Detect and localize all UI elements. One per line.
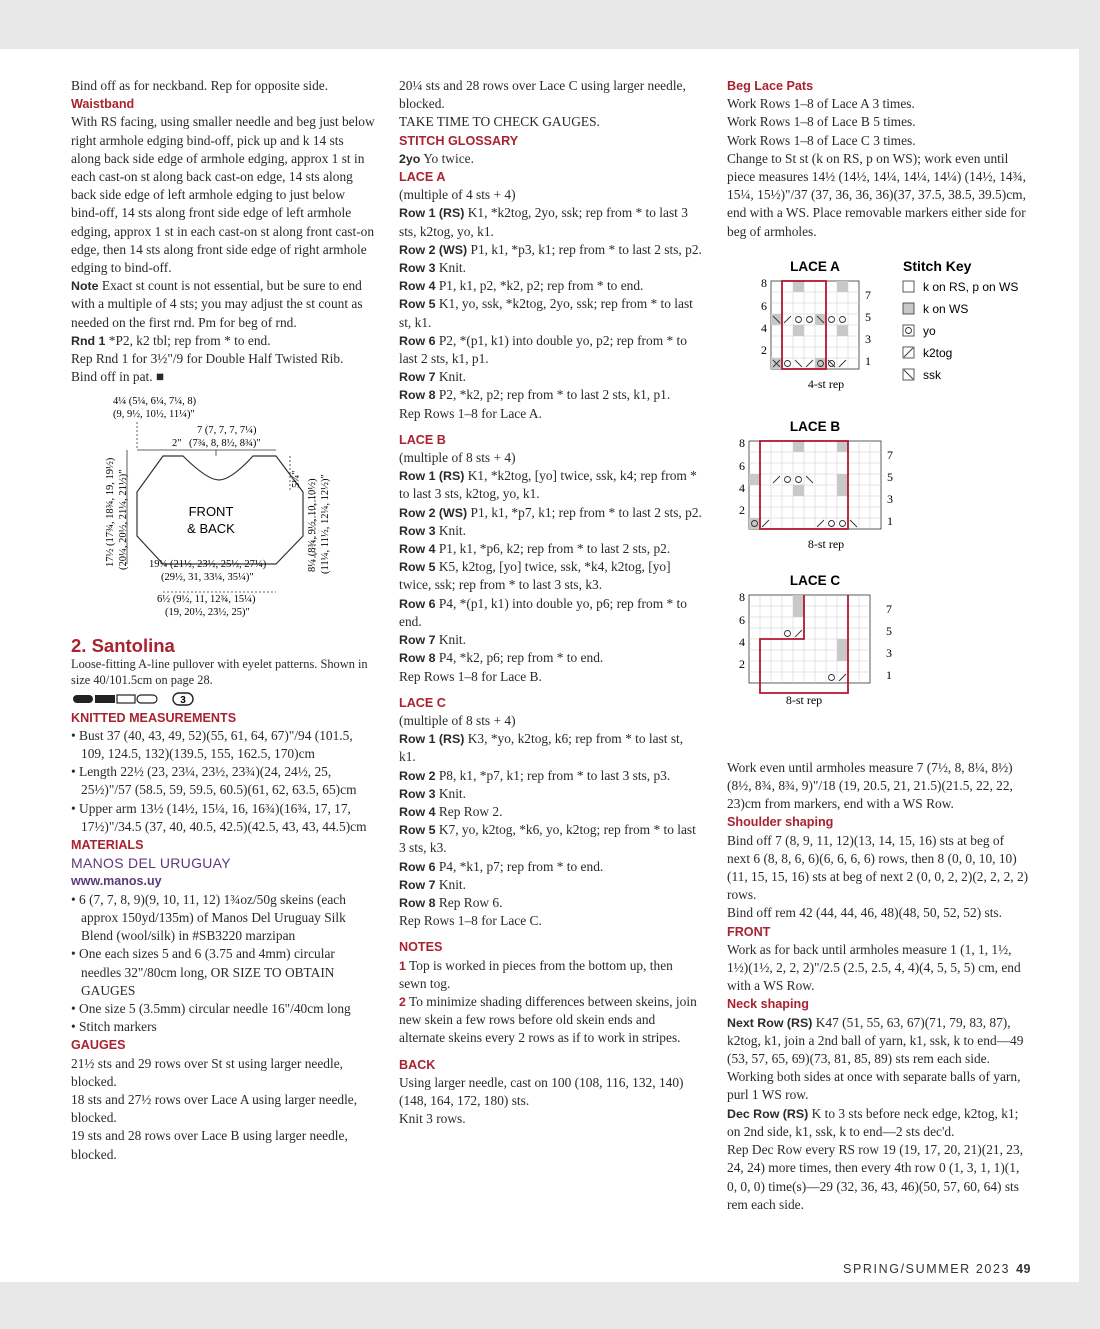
lace-a-row: Row 2 (WS) P1, k1, *p3, k1; rep from * to last 2 sts, p2. [399,241,702,257]
lace-b-chart [749,441,881,529]
hem-width-label-2: (19, 20½, 23½, 25)" [165,607,250,619]
next-row-text: Next Row (RS) K47 (51, 55, 63, 67)(71, 79, 83, 87), k2tog, k1, join a 2nd ball of yarn, k1, ssk, k to end—49 (53, 57, 65, 69)(73, 81, 85, 89) sts rem each side. Working both sides at once with separate balls of yarn, purl 1 WS row. [727,1014,1024,1103]
svg-text:8: 8 [761,275,767,290]
lace-c-heading: LACE C [399,695,446,710]
lace-a-row: Row 6 P2, *(p1, k1) into double yo, p2; rep from * to last 2 sts, k1, p1. [399,332,687,367]
beg-line: Work Rows 1–8 of Lace C 3 times. [727,132,916,148]
lace-b-heading: LACE B [399,432,446,447]
column-3 [727,77,1029,1214]
lace-c-row: Row 3 Knit. [399,785,467,801]
lace-b-rep-label: 8-st rep [807,536,845,551]
shaded-box-icon [903,303,914,314]
neck-heading: Neck shaping [727,997,809,1012]
svg-text:7: 7 [865,287,871,302]
lace-b-rep: Rep Rows 1–8 for Lace B. [399,668,542,684]
column-2 [399,77,703,1128]
stitch-key [903,258,1018,382]
lace-a-chart-title: LACE A [790,258,840,274]
svg-text:7: 7 [886,601,892,616]
lace-a-rep: Rep Rows 1–8 for Lace A. [399,405,542,421]
rep-dec-text: Rep Dec Row every RS row 19 (19, 17, 20, 21)(21, 23, 24, 24) more times, then every 4th row 0 (1, 3, 1, 1)(1, 0, 0, 0) time(s)—29 (32, 36, 43, 46)(50, 57, 60, 64) sts rem each side. [727,1142,1024,1212]
km-item: • Length 22½ (23, 23¼, 23½, 23¾)(24, 24½, 25, 25½)"/57 (58.5, 59, 59.5, 60.5)(61, 62, 63.5, 65)cm [71,764,357,798]
beg-lace-heading: Beg Lace Pats [727,79,814,93]
svg-text:4: 4 [739,480,745,495]
svg-text:6: 6 [739,612,745,627]
body-label-1: FRONT [188,504,234,520]
shoulder-text-2: Bind off rem 42 (44, 44, 46, 48)(48, 50, 52, 52) sts. [727,905,1002,921]
lace-a-row: Row 4 P1, k1, p2, *k2, p2; rep from * to end. [399,278,644,294]
lace-b-row: Row 2 (WS) P1, k1, *p7, k1; rep from * to last 2 sts, p2. [399,504,702,520]
material-item: • Stitch markers [71,1019,157,1035]
waistband-heading: Waistband [71,97,135,112]
gauge-item: 21½ sts and 29 rows over St st using larger needle, blocked. [71,1055,343,1089]
side-length-label: 8¼ (8¾, 9½, 10, 10½) [307,478,318,573]
materials-heading: MATERIALS [71,838,144,853]
bottom-width-label-2: (29½, 31, 33¼, 35¼)" [161,572,254,584]
gauge-check: TAKE TIME TO CHECK GAUGES. [399,114,600,130]
lace-a-row: Row 8 P2, *k2, p2; rep from * to last 2 sts, k1, p1. [399,387,671,403]
back-text-2: Knit 3 rows. [399,1111,466,1127]
lace-b-row: Row 8 P4, *k2, p6; rep from * to end. [399,650,604,666]
note-2: 2 To minimize shading differences between skeins, join new skein a few rows before old skein ends and alternate skeins every 2 rows as if to work in stripes. [399,993,697,1046]
front-heading: FRONT [727,924,771,939]
svg-text:4: 4 [739,634,745,649]
rep-text: Rep Rnd 1 for 3½"/9 for Double Half Twisted Rib. [71,351,344,367]
shoulder-text: Bind off 7 (8, 9, 11, 12)(13, 14, 15, 16) sts at beg of next 6 (8, 8, 6, 6)(6, 6, 6, 6) rows, then 8 (0, 0, 10, 10)(11, 15, 15, 16) sts at beg of next 2 (0, 0, 2, 2)(2, 2, 2, 2) rows. [727,832,1029,903]
lace-charts [727,253,1029,753]
svg-text:ssk: ssk [923,367,941,382]
lace-c-rep: Rep Rows 1–8 for Lace C. [399,913,542,929]
km-item: • Bust 37 (40, 43, 49, 52)(55, 61, 64, 67)"/94 (101.5, 109, 124.5, 132)(139.5, 155, 162.5, 170)cm [71,727,353,762]
lace-a-rep-label: 4-st rep [807,376,845,391]
back-heading: BACK [399,1057,436,1072]
bottom-width-label: 19¼ (21½, 23½, 25½, 27¼) [149,559,267,571]
svg-text:2: 2 [739,502,745,517]
lace-c-row: Row 4 Rep Row 2. [399,803,503,819]
lace-a-heading: LACE A [399,170,446,185]
skill-level-icon [71,691,201,707]
lace-b-row: Row 5 K5, k2tog, [yo] twice, ssk, *k4, k2tog, [yo] twice, ssk; rep from * to last 3 sts, k3. [399,559,671,593]
svg-text:8: 8 [739,589,745,604]
yarn-weight-number: 3 [180,694,186,706]
side-length-label-2: (11¼, 11½, 12¼, 12½)" [320,474,331,575]
svg-text:7: 7 [887,447,893,462]
beg-line: Work Rows 1–8 of Lace B 5 times. [727,114,916,130]
neck-width-label-2: (7¾, 8, 8½, 8¾)" [189,438,261,450]
gauge-cont: 20¼ sts and 28 rows over Lace C using larger needle, blocked. [399,78,686,112]
lace-b-row: Row 6 P4, *(p1, k1) into double yo, p6; rep from * to end. [399,595,687,629]
lace-c-chart-title: LACE C [789,572,841,588]
lace-a-row: Row 1 (RS) K1, *k2tog, 2yo, ssk; rep from * to last 3 sts, k2tog, yo, k1. [399,205,688,239]
svg-text:1: 1 [887,513,893,528]
notes-heading: NOTES [399,940,443,955]
left-length-label-2: (20¼, 20½, 21¼, 21½)" [118,469,129,571]
lace-c-chart [749,595,870,683]
svg-text:8: 8 [739,435,745,450]
svg-text:2: 2 [739,656,745,671]
pattern-description: Loose-fitting A-line pullover with eyelet patterns. Shown in size 40/101.5cm on page 28. [71,656,368,687]
materials-url[interactable]: www.manos.uy [71,874,162,889]
svg-text:3: 3 [865,331,871,346]
material-item: • One size 5 (3.5mm) circular needle 16"/40cm long [71,1000,351,1016]
neck-depth-label: 2" [172,438,182,450]
svg-text:k on RS, p on WS: k on RS, p on WS [923,279,1019,294]
bind-text: Bind off in pat. ■ [71,369,165,385]
waistband-text: With RS facing, using smaller needle and beg just below right armhole edging bind-off, pick up and k 14 sts along back side edge of armhole edging, approx 1 st in each cast-on st along back cast-on edge, 14 sts along back side edge of left armhole edging to just below bind-off, 14 sts along front side edge of left armhole edging, approx 1 st in each cast-on st along front cast-on edge, then 14 sts along front side edge of right armhole edging to bind-off. Note Exact st count is not essential, but be sure to end with a multiple of 4 sts; you may adjust the st count as needed on the first rnd. Pm for beg of rnd. Rnd 1 *P2, k2 tbl; rep from * to end. [71,114,375,348]
top-width-label-2: (9, 9½, 10½, 11¼)" [113,409,195,421]
lace-a-chart [771,281,859,369]
km-item: • Upper arm 13½ (14½, 15¼, 16, 16¾)(16¾, 17, 17, 17½)"/34.5 (37, 40, 40.5, 42.5)(42.5, 43, 43, 44.5)cm [71,800,367,834]
svg-text:5: 5 [887,469,893,484]
lace-c-row: Row 8 Rep Row 6. [399,894,503,910]
top-width-label: 4¼ (5¼, 6¼, 7¼, 8) [113,396,197,408]
neck-width-label: 7 (7, 7, 7, 7¼) [197,425,257,437]
glossary-item: 2yo Yo twice. [399,150,474,166]
lace-b-chart-title: LACE B [789,418,841,434]
column-1 [71,77,376,1164]
back-text: Using larger needle, cast on 100 (108, 116, 132, 140)(148, 164, 172, 180) sts. [399,1074,684,1108]
material-item: • 6 (7, 7, 8, 9)(9, 10, 11, 12) 1¾oz/50g skeins (each approx 150yd/135m) of Manos Del Uruguay Silk Blend (wool/silk) in #SB3220 marzipan [71,891,346,944]
svg-text:5: 5 [865,309,871,324]
svg-text:3: 3 [887,491,893,506]
left-length-label: 17½ (17¾, 18¾, 19, 19½) [105,458,116,568]
lace-c-row: Row 2 P8, k1, *p7, k1; rep from * to last 3 sts, p3. [399,767,671,783]
svg-text:k on WS: k on WS [923,301,969,316]
lace-c-mult: (multiple of 8 sts + 4) [399,712,516,728]
svg-text:6: 6 [739,458,745,473]
material-item: • One each sizes 5 and 6 (3.75 and 4mm) circular needles 32"/80cm long, OR SIZE TO OBTAIN GAUGES [71,946,335,998]
skill-yarn-icons [71,691,376,707]
schematic [71,392,376,637]
svg-text:5: 5 [886,623,892,638]
lace-b-row: Row 4 P1, k1, *p6, k2; rep from * to last 2 sts, p2. [399,541,671,557]
gauges-heading: GAUGES [71,1038,126,1053]
body-label-2: & BACK [187,521,235,537]
page-number: 49 [1016,1262,1031,1276]
gauge-item: 19 sts and 28 rows over Lace B using larger needle, blocked. [71,1128,348,1162]
glossary-heading: STITCH GLOSSARY [399,133,519,148]
lace-a-row: Row 5 K1, yo, ssk, *k2tog, 2yo, ssk; rep from * to last st, k1. [399,296,693,330]
pattern-title: 2. Santolina [71,635,175,657]
note-1: 1 Top is worked in pieces from the bottom up, then sewn tog. [399,957,673,991]
page-footer [843,1262,1031,1276]
svg-text:3: 3 [886,645,892,660]
lace-b-row: Row 3 Knit. [399,522,467,538]
front-text: Work as for back until armholes measure 1 (1, 1, 1½, 1½)(1½, 2, 2, 2)"/2.5 (2.5, 2.5, 4, 4)(4, 5, 5, 5) cm, end with a WS Row. [727,941,1021,994]
magazine-page [0,49,1079,1282]
yo-icon [903,325,914,336]
lace-c-row: Row 1 (RS) K3, *yo, k2tog, k6; rep from * to last st, k1. [399,731,684,765]
knitted-measurements-heading: KNITTED MEASUREMENTS [71,710,237,725]
shoulder-heading: Shoulder shaping [727,815,834,830]
lace-b-row: Row 1 (RS) K1, *k2tog, [yo] twice, ssk, k4; rep from * to last 3 sts, k2tog, yo, k1. [399,468,697,502]
lace-a-row: Row 3 Knit. [399,260,467,276]
change-text: Change to St st (k on RS, p on WS); work even until piece measures 14½ (14½, 14¼, 14¼, 14¼) (14½, 14¾, 15¼, 15½)"/37 (37, 36, 36, 36)(37, 37.5, 38.5, 39.5)cm, end with a WS. Place removable markers either side for beg of armholes. [727,150,1027,239]
svg-text:Stitch Key: Stitch Key [903,257,972,274]
svg-text:1: 1 [886,667,892,682]
materials-brand: MANOS DEL URUGUAY [71,855,231,872]
issue-label: SPRING/SUMMER 2023 [843,1262,1011,1276]
armhole-depth-label: 5¼" [291,471,302,489]
empty-box-icon [903,281,914,292]
intro-text: Bind off as for neckband. Rep for opposite side. [71,78,329,93]
svg-text:k2tog: k2tog [923,345,953,360]
svg-text:1: 1 [865,353,871,368]
lace-b-mult: (multiple of 8 sts + 4) [399,450,516,466]
svg-text:yo: yo [923,323,936,338]
hem-width-label: 6½ (9½, 11, 12¾, 15¼) [157,594,256,606]
svg-text:6: 6 [761,298,767,313]
lace-c-row: Row 7 Knit. [399,876,467,892]
lace-a-row: Row 7 Knit. [399,369,467,385]
lace-c-rep-label: 8-st rep [785,692,823,707]
dec-row-text: Dec Row (RS) K to 3 sts before neck edge, k2tog, k1; on 2nd side, k1, ssk, k to end—2 sts dec'd. [727,1105,1019,1139]
svg-text:4: 4 [761,320,767,335]
svg-text:2: 2 [761,342,767,357]
lace-a-mult: (multiple of 4 sts + 4) [399,187,516,203]
work-even-text: Work even until armholes measure 7 (7½, 8, 8¼, 8½)(8½, 8¾, 8¾, 9)"/18 (19, 20.5, 21, 21.5)(21.5, 22, 22, 23)cm from markers, end with a WS Row. [727,759,1013,812]
lace-b-row: Row 7 Knit. [399,632,467,648]
gauge-item: 18 sts and 27½ rows over Lace A using larger needle, blocked. [71,1091,358,1126]
beg-line: Work Rows 1–8 of Lace A 3 times. [727,96,915,112]
lace-c-row: Row 6 P4, *k1, p7; rep from * to end. [399,858,604,874]
lace-c-row: Row 5 K7, yo, k2tog, *k6, yo, k2tog; rep from * to last 3 sts, k3. [399,822,696,856]
